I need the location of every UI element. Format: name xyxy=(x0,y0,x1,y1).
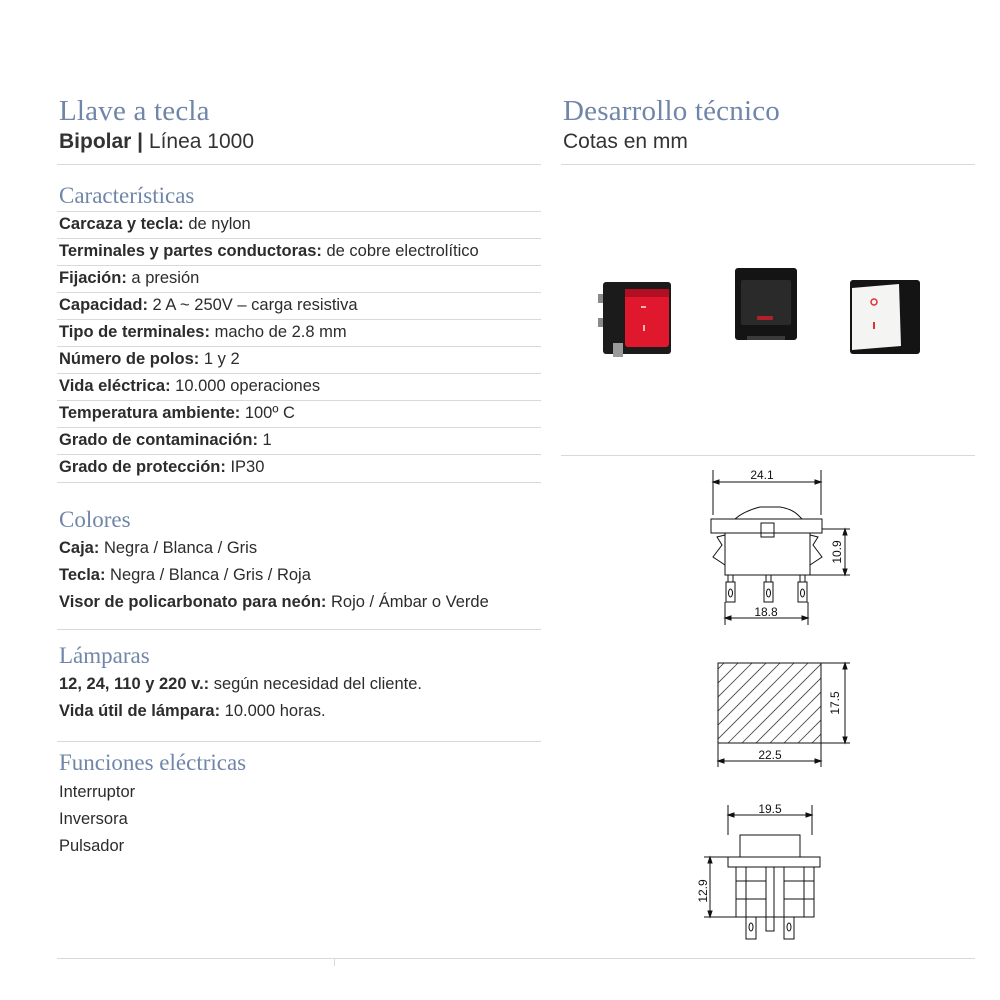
dim-front-pins: 18.8 xyxy=(754,605,778,619)
spec-row: Temperatura ambiente: 100º C xyxy=(59,404,295,422)
divider xyxy=(57,629,541,630)
technical-title: Desarrollo técnico xyxy=(563,95,780,127)
section-heading-colores: Colores xyxy=(59,507,131,532)
black-switch-photo xyxy=(735,268,797,340)
dim-cutout-height: 17.5 xyxy=(828,691,842,715)
function-item: Pulsador xyxy=(59,837,125,855)
divider xyxy=(57,211,541,212)
divider xyxy=(57,482,541,483)
dim-side-height: 12.9 xyxy=(696,879,710,903)
divider xyxy=(57,319,541,320)
section-heading-caracteristicas: Características xyxy=(59,183,195,208)
color-row: Visor de policarbonato para neón: Rojo / Ámbar o Verde xyxy=(59,593,489,611)
spec-row: Tipo de terminales: macho de 2.8 mm xyxy=(59,323,347,341)
divider xyxy=(57,454,541,455)
spec-row: Fijación: a presión xyxy=(59,269,200,287)
divider xyxy=(57,346,541,347)
spec-row: Grado de contaminación: 1 xyxy=(59,431,272,449)
spec-row: Número de polos: 1 y 2 xyxy=(59,350,240,368)
spec-row: Capacidad: 2 A ~ 250V – carga resistiva xyxy=(59,296,358,314)
cutout-drawing xyxy=(700,655,860,770)
footer-divider xyxy=(57,958,975,959)
divider xyxy=(57,292,541,293)
dim-cutout-width: 22.5 xyxy=(758,748,782,762)
white-switch-photo xyxy=(850,280,920,354)
footer-tick xyxy=(334,958,335,966)
subtitle-bold: Bipolar | xyxy=(59,130,144,153)
spec-row: Grado de protección: IP30 xyxy=(59,458,265,476)
lamp-row: Vida útil de lámpara: 10.000 horas. xyxy=(59,702,326,720)
section-heading-funciones: Funciones eléctricas xyxy=(59,750,247,775)
function-item: Interruptor xyxy=(59,783,136,801)
section-heading-lamparas: Lámparas xyxy=(59,643,150,668)
function-item: Inversora xyxy=(59,810,128,828)
front-view-drawing xyxy=(700,465,860,625)
dim-front-width: 24.1 xyxy=(750,468,774,482)
divider xyxy=(57,238,541,239)
spec-row: Vida eléctrica: 10.000 operaciones xyxy=(59,377,321,395)
divider xyxy=(57,265,541,266)
spec-row: Carcaza y tecla: de nylon xyxy=(59,215,251,233)
lamp-row: 12, 24, 110 y 220 v.: según necesidad del cliente. xyxy=(59,675,422,693)
divider xyxy=(57,427,541,428)
divider xyxy=(57,164,541,165)
subtitle-rest: Línea 1000 xyxy=(143,130,254,153)
product-title: Llave a tecla xyxy=(59,95,210,127)
dim-front-height: 10.9 xyxy=(830,540,844,564)
divider xyxy=(57,741,541,742)
divider xyxy=(561,164,975,165)
divider xyxy=(57,373,541,374)
red-switch-photo xyxy=(598,282,671,357)
divider xyxy=(57,400,541,401)
side-view-drawing xyxy=(694,795,834,950)
color-row: Caja: Negra / Blanca / Gris xyxy=(59,539,258,557)
product-photos xyxy=(561,170,975,455)
divider xyxy=(561,455,975,456)
product-subtitle xyxy=(59,130,254,154)
spec-row: Terminales y partes conductoras: de cobre electrolítico xyxy=(59,242,479,260)
dim-side-width: 19.5 xyxy=(758,802,782,816)
technical-subtitle: Cotas en mm xyxy=(563,130,688,153)
color-row: Tecla: Negra / Blanca / Gris / Roja xyxy=(59,566,311,584)
